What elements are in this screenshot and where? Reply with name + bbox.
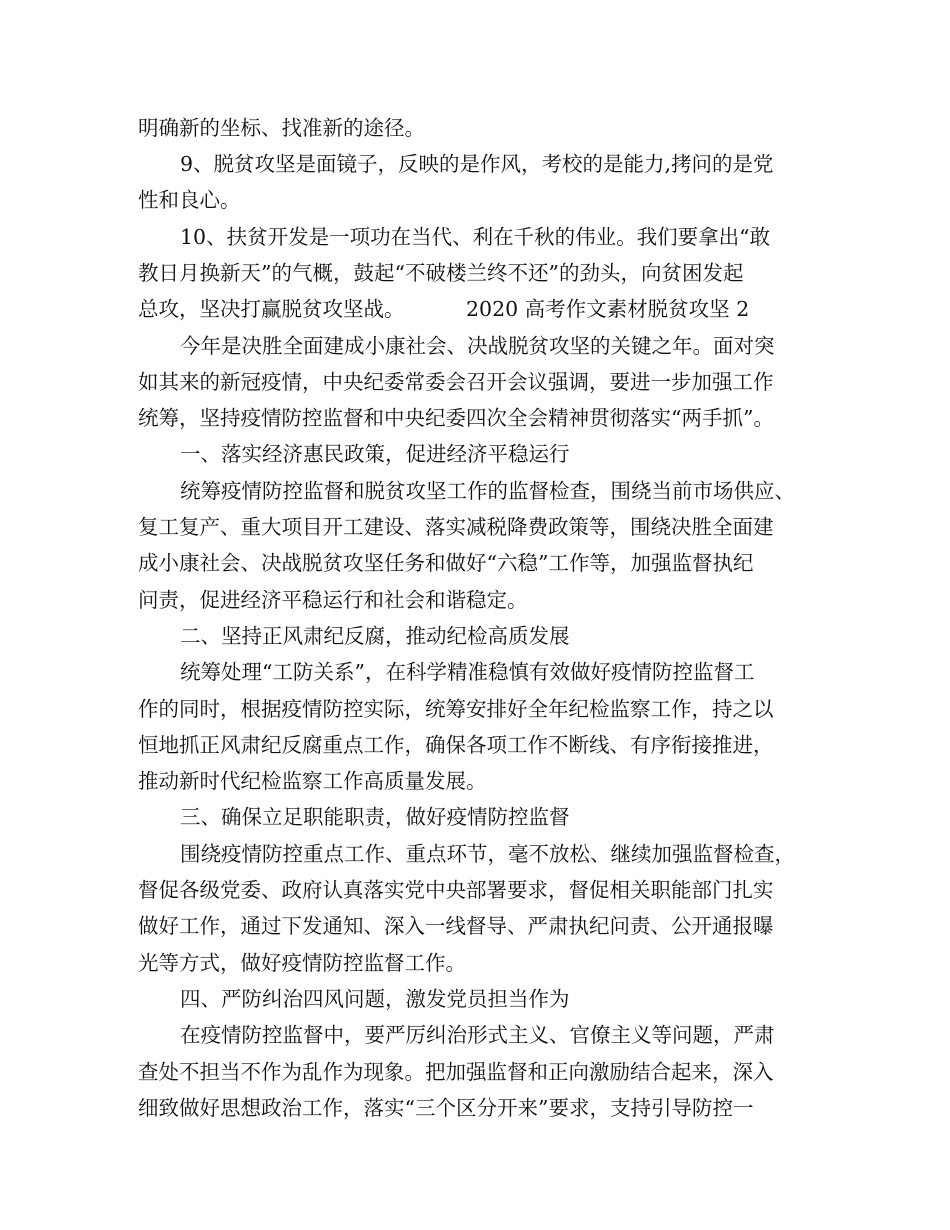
text-line: 统筹疫情防控监督和脱贫攻坚工作的监督检查，围绕当前市场供应、 bbox=[180, 479, 795, 503]
text-line: 围绕疫情防控重点工作、重点环节，毫不放松、继续加强监督检查， bbox=[180, 842, 795, 866]
text-line: 督促各级党委、政府认真落实党中央部署要求，督促相关职能部门扎实 bbox=[138, 878, 774, 902]
text-line: 复工复产、重大项目开工建设、落实减税降费政策等，围绕决胜全面建 bbox=[138, 515, 774, 539]
text-line: 细致做好思想政治工作，落实“三个区分开来”要求，支持引导防控一 bbox=[138, 1096, 754, 1120]
text-line: 10、扶贫开发是一项功在当代、利在千秋的伟业。我们要拿出“敢 bbox=[180, 225, 771, 249]
text-line: 推动新时代纪检监察工作高质量发展。 bbox=[138, 769, 487, 793]
text-line: 统筹，坚持疫情防控监督和中央纪委四次全会精神贯彻落实“两手抓”。 bbox=[138, 406, 774, 430]
text-line: 统筹处理“工防关系”，在科学精准稳慎有效做好疫情防控监督工 bbox=[180, 660, 755, 684]
text-line: 恒地抓正风肃纪反腐重点工作，确保各项工作不断线、有序衔接推进， bbox=[138, 733, 774, 757]
text-line: 9、脱贫攻坚是面镜子，反映的是作风，考校的是能力,拷问的是党 bbox=[180, 152, 774, 176]
text-line: 作的同时，根据疫情防控实际，统筹安排好全年纪检监察工作，持之以 bbox=[138, 697, 774, 721]
text-line: 成小康社会、决战脱贫攻坚任务和做好“六稳”工作等，加强监督执纪 bbox=[138, 551, 754, 575]
text-line: 明确新的坐标、找准新的途径。 bbox=[138, 116, 425, 140]
text-line: 教日月换新天”的气概，鼓起“不破楼兰终不还”的劲头，向贫困发起 bbox=[138, 261, 744, 285]
subheading: 一、落实经济惠民政策，促进经济平稳运行 bbox=[180, 442, 570, 466]
subheading: 四、严防纠治四风问题，激发党员担当作为 bbox=[180, 987, 570, 1011]
text-line: 性和良心。 bbox=[138, 188, 241, 212]
text-line: 总攻，坚决打赢脱贫攻坚战。 bbox=[138, 297, 405, 321]
text-line: 光等方式，做好疫情防控监督工作。 bbox=[138, 951, 466, 975]
text-line: 在疫情防控监督中，要严厉纠治形式主义、官僚主义等问题，严肃 bbox=[180, 1023, 775, 1047]
text-line: 做好工作，通过下发通知、深入一线督导、严肃执纪问责、公开通报曝 bbox=[138, 914, 774, 938]
section-heading: 2020 高考作文素材脱贫攻坚 2 bbox=[466, 297, 750, 321]
subheading: 二、坚持正风肃纪反腐，推动纪检高质发展 bbox=[180, 624, 570, 648]
text-line: 今年是决胜全面建成小康社会、决战脱贫攻坚的关键之年。面对突 bbox=[180, 334, 775, 358]
text-line: 如其来的新冠疫情，中央纪委常委会召开会议强调，要进一步加强工作 bbox=[138, 370, 774, 394]
text-line: 问责，促进经济平稳运行和社会和谐稳定。 bbox=[138, 588, 528, 612]
text-line: 查处不担当不作为乱作为现象。把加强监督和正向激励结合起来，深入 bbox=[138, 1060, 774, 1084]
subheading: 三、确保立足职能职责，做好疫情防控监督 bbox=[180, 805, 570, 829]
